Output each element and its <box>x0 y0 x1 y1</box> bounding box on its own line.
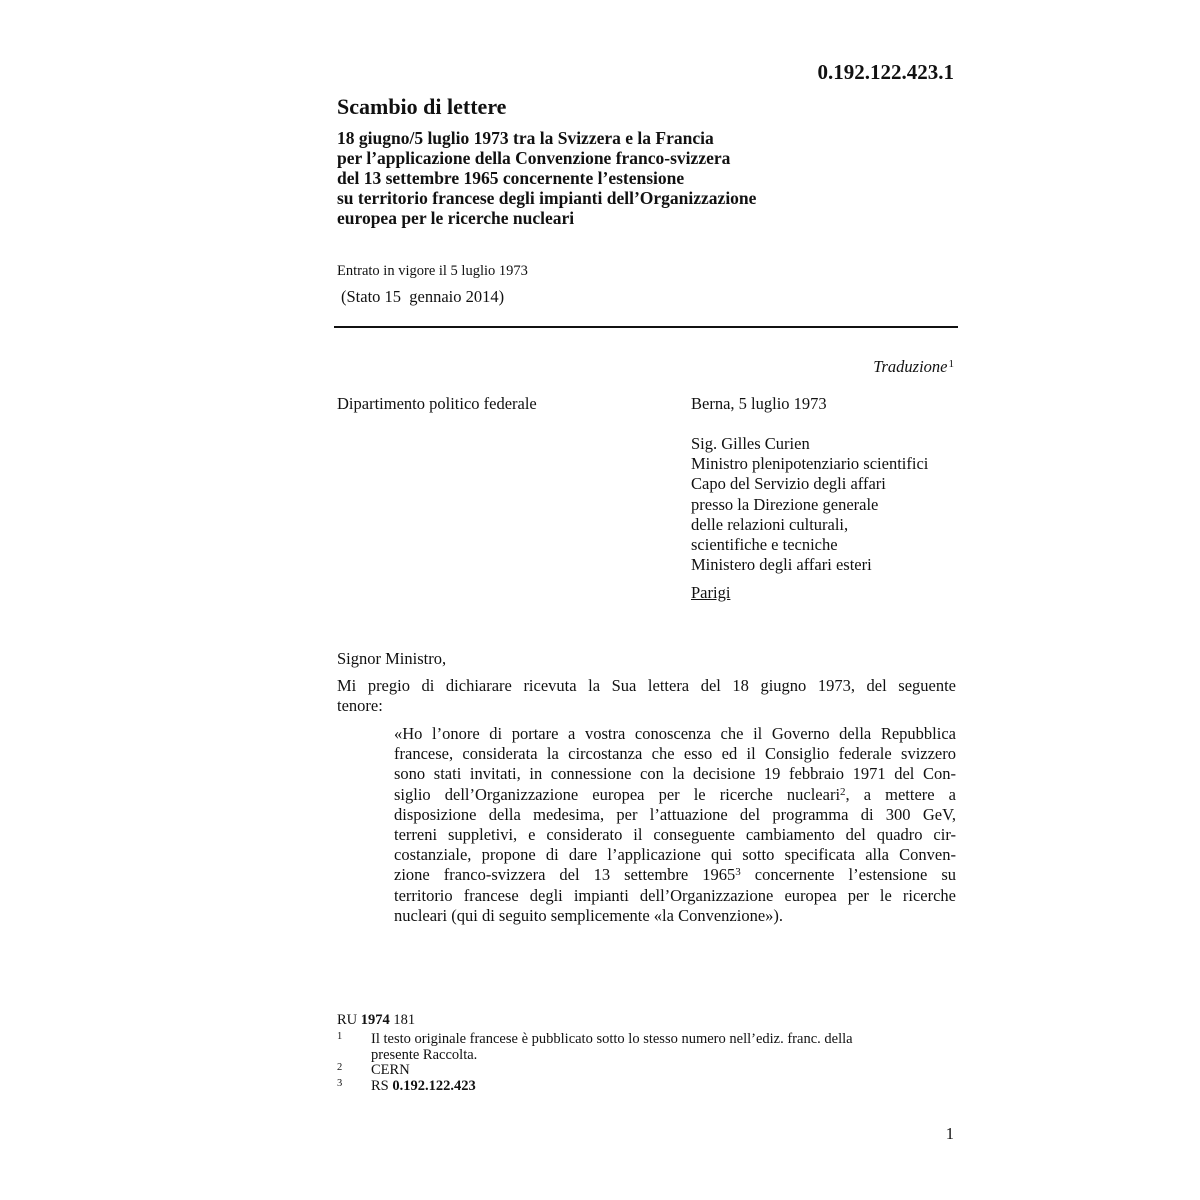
footnote-text <box>371 1063 937 1079</box>
footnote-1 <box>337 1032 937 1063</box>
quote-line: costanziale, propone di dare l’applicazione qui sotto specificata alla Conven- <box>394 845 956 865</box>
quote-line <box>394 865 956 885</box>
quote-line: terreni suppletivi, e considerato il conseguente cambiamento del quadro cir- <box>394 824 956 844</box>
quote-line <box>394 785 956 805</box>
document-subtitle <box>337 128 897 228</box>
subtitle-line: su territorio francese degli impianti dell’Organizzazione <box>337 188 757 208</box>
quote-line: «Ho l’onore di portare a vostra conoscenza che il Governo della Repubblica <box>394 724 956 743</box>
recipient-line: scientifiche e tecniche <box>691 535 838 555</box>
footnote-line: presente Raccolta. <box>371 1046 478 1063</box>
document-title: Scambio di lettere <box>337 94 507 119</box>
translation-label <box>873 357 954 377</box>
intro-line: tenore: <box>337 696 383 716</box>
footnote-3 <box>337 1079 937 1095</box>
ru-page: 181 <box>393 1012 416 1028</box>
footnote-ref-2[interactable]: 2 <box>840 785 846 798</box>
ru-year: 1974 <box>360 1012 390 1028</box>
recipient-city: Parigi <box>691 583 731 602</box>
quote-text: zione franco-svizzera del 13 settembre 1965 <box>394 865 736 885</box>
footnote-ref-1[interactable]: 1 <box>948 358 954 370</box>
recipient-line: presso la Direzione generale <box>691 494 879 514</box>
footnote-text <box>371 1079 937 1095</box>
recipient-line: Sig. Gilles Curien <box>691 434 810 453</box>
footnote-2 <box>337 1063 937 1079</box>
quoted-letter <box>394 724 956 926</box>
recipient-line: Capo del Servizio degli affari <box>691 474 886 494</box>
subtitle-line: del 13 settembre 1965 concernente l’estensione <box>337 168 685 188</box>
footnote-number: 2 <box>337 1062 343 1073</box>
recipient-line: delle relazioni culturali, <box>691 514 849 534</box>
intro-paragraph <box>337 676 956 716</box>
quote-line: sono stati invitati, in connessione con la decisione 19 febbraio 1971 del Con- <box>394 764 956 784</box>
recipient-line: Ministro plenipotenziario scientifici <box>691 454 929 474</box>
footnote-line: Il testo originale francese è pubblicato sotto lo stesso numero nell’ediz. franc. della <box>371 1031 853 1047</box>
footnote-number: 1 <box>337 1031 343 1042</box>
quote-text: , a mettere a <box>845 784 956 804</box>
subtitle-line: 18 giugno/5 luglio 1973 tra la Svizzera e la Francia <box>337 128 714 148</box>
place-date: Berna, 5 luglio 1973 <box>691 394 827 413</box>
quote-text: siglio dell’Organizzazione europea per le ricerche nucleari <box>394 784 841 804</box>
footnote-line: CERN <box>371 1062 410 1078</box>
header-divider <box>334 326 958 328</box>
recipient-address <box>691 434 928 575</box>
footnote-text <box>371 1032 937 1063</box>
recipient-line: Ministero degli affari esteri <box>691 555 872 575</box>
quote-line: francese, considerata la circostanza che esso ed il Consiglio federale svizzero <box>394 744 956 764</box>
status-date: (Stato 15 gennaio 2014) <box>341 287 505 306</box>
rs-prefix: RS <box>371 1077 389 1094</box>
salutation: Signor Ministro, <box>337 649 447 668</box>
quote-line: disposizione della medesima, per l’attuazione del programma di 300 GeV, <box>394 804 956 824</box>
footnote-number: 3 <box>337 1077 343 1089</box>
translation-text: Traduzione <box>873 357 948 376</box>
subtitle-line: per l’applicazione della Convenzione franco-svizzera <box>337 148 731 168</box>
page-number: 1 <box>945 1124 954 1143</box>
in-force-date: Entrato in vigore il 5 luglio 1973 <box>337 263 528 279</box>
quote-line: territorio francese degli impianti dell’Organizzazione europea per le ricerche <box>394 885 956 905</box>
ru-prefix: RU <box>337 1012 358 1028</box>
quote-text: concernente l’estensione su <box>740 865 956 885</box>
document-number: 0.192.122.423.1 <box>817 60 954 84</box>
quote-line: nucleari (qui di seguito semplicemente «la Convenzione»). <box>394 905 784 925</box>
ru-reference <box>337 1012 415 1029</box>
footnotes <box>337 1032 937 1094</box>
subtitle-line: europea per le ricerche nucleari <box>337 208 575 228</box>
intro-line: Mi pregio di dichiarare ricevuta la Sua lettera del 18 giugno 1973, del seguente <box>337 676 956 695</box>
footnote-ref-3[interactable]: 3 <box>735 866 741 879</box>
sender: Dipartimento politico federale <box>337 394 537 413</box>
footnote-line <box>371 1079 937 1095</box>
rs-reference[interactable]: 0.192.122.423 <box>392 1077 476 1094</box>
